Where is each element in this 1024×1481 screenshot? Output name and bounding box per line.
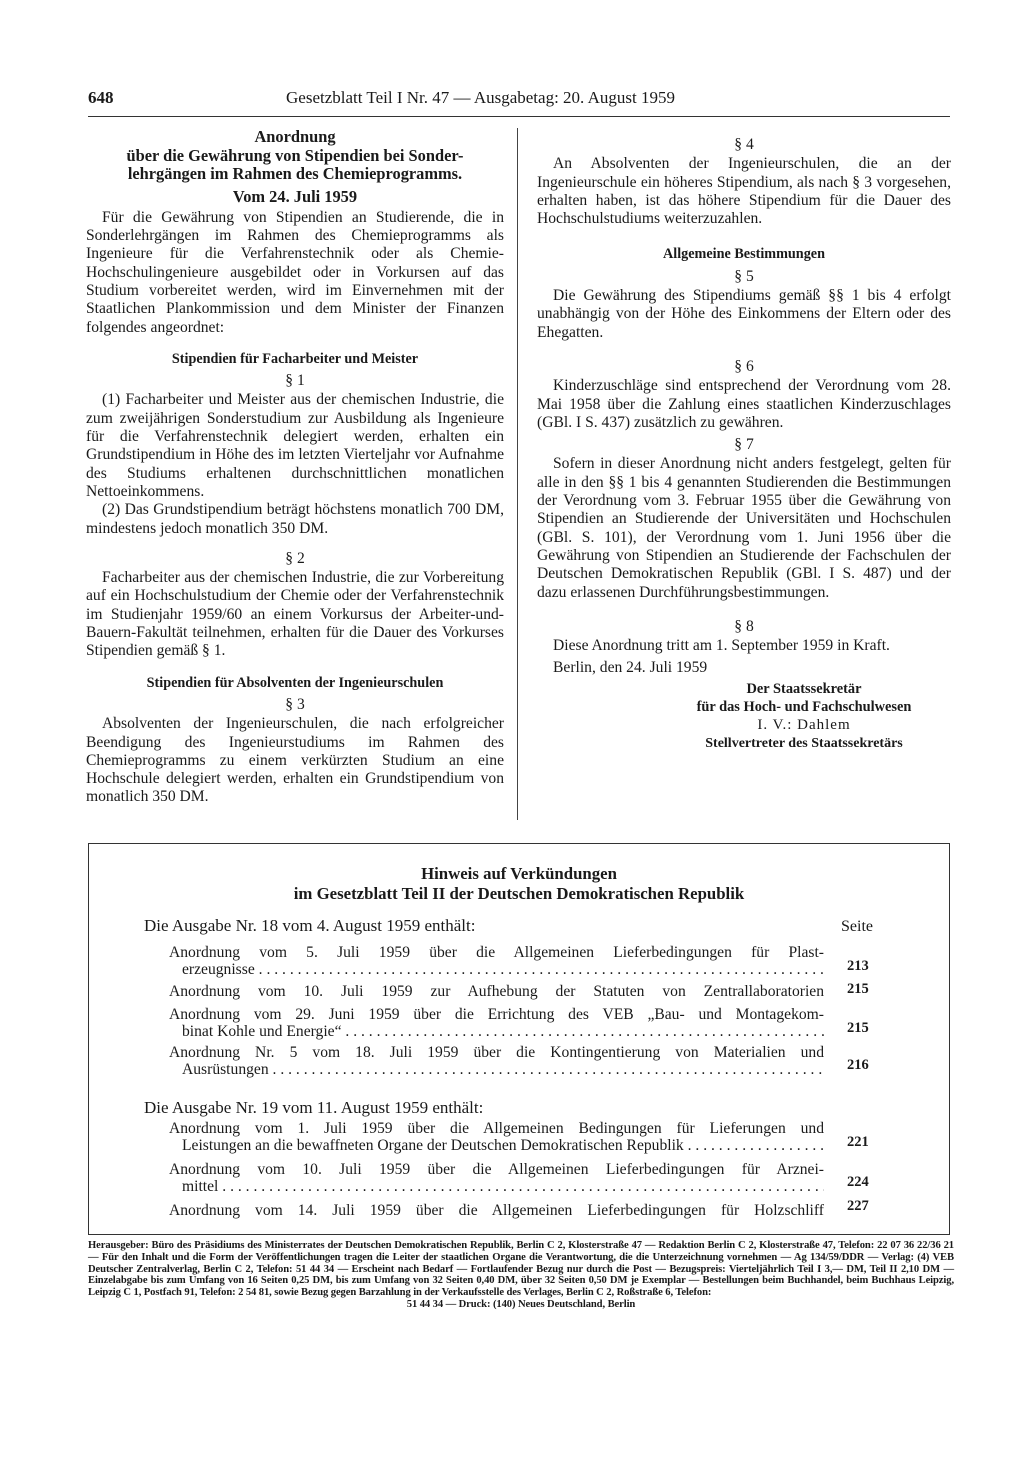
entry-line: mittel . . .	[169, 1178, 824, 1195]
paragraph-text: (2) Das Grundstipendium beträgt höchstens monatlich 700 DM, mindestens jedoch monatlich 350 DM.	[86, 501, 504, 537]
paragraph-text: An Absolventen der Ingenieurschulen, die an der Ingenieurschule ein höheres Stipendium, als nach § 3 vorgesehen, erhalten haben, ist das höhere Stipendium für die Dauer des Hochschulstudiums weiterzuzahlen.	[537, 155, 951, 228]
title-line: lehrgängen im Rahmen des Chemieprogramms.	[127, 164, 463, 183]
place-date: Berlin, den 24. Juli 1959	[553, 659, 708, 677]
entry-line: Anordnung vom 5. Juli 1959 über die Allgemeinen Lieferbedingungen für Plast-	[169, 944, 824, 961]
entry-line: Anordnung vom 29. Juni 1959 über die Errichtung des VEB „Bau- und Montagekom-	[169, 1006, 824, 1023]
notice-entry	[169, 1120, 824, 1154]
issue-heading: Die Ausgabe Nr. 19 vom 11. August 1959 enthält:	[144, 1098, 484, 1117]
entry-line: Anordnung vom 10. Juli 1959 zur Aufhebung der Statuten von Zentrallaboratorien	[169, 983, 824, 1000]
entry-line: Anordnung Nr. 5 vom 18. Juli 1959 über die Kontingentierung von Materialien und	[169, 1044, 824, 1061]
imprint	[88, 1240, 954, 1311]
entry-line: binat Kohle und Energie“ . . .	[169, 1023, 824, 1040]
notice-entry	[169, 944, 824, 978]
signer-office: für das Hoch- und Fachschulwesen	[696, 699, 912, 716]
entry-page: 224	[847, 1174, 869, 1190]
paragraph-sign: § 2	[285, 549, 305, 567]
notice-entry	[169, 1044, 824, 1078]
page-number: 648	[88, 88, 114, 107]
paragraph-sign: § 3	[285, 695, 305, 713]
notice-box	[88, 843, 950, 1235]
ordinance-date: Vom 24. Juli 1959	[232, 186, 358, 206]
ordinance-title	[86, 128, 504, 184]
paragraph-sign: § 1	[285, 372, 305, 390]
entry-page: 227	[847, 1198, 869, 1214]
signature-block	[537, 680, 951, 753]
entry-line: erzeugnisse . . .	[169, 961, 824, 978]
signer-title: Der Staatssekretär	[746, 680, 862, 697]
imprint-text: Herausgeber: Büro des Präsidiums des Ministerrates der Deutschen Demokratischen Republik, Berlin C 2, Klosterstraße 47 — Redaktion Berlin C 2, Klosterstraße 47, Telefon: 22 07 36 22/36 21 — Für den Inhalt und die Form der Veröffentlichungen tragen die Leiter der staatlichen Organe die Verantwortung, die die Unterzeichnung vornehmen — Ag 134/59/DDR — Verlag: (4) VEB Deutscher Zentralverlag, Berlin C 2, Telefon: 51 44 34 — Erscheint nach Bedarf — Fortlaufender Bezug nur durch die Post — Bezugspreis: Vierteljährlich Teil I 3,— DM, Teil II 2,10 DM — Einzelabgabe bis zum Umfang von 16 Seiten 0,25 DM, bis zum Umfang von 32 Seiten 0,40 DM, über 32 Seiten 0,50 DM je Exemplar — Bestellungen beim Buchhandel, beim Buchhaus Leipzig, Leipzig C 1, Postfach 91, Telefon: 2 54 81, sowie Bezug gegen Barzahlung in der Verkaufsstelle des Verlages, Berlin C 2, Roßstraße 6, Telefon:	[88, 1240, 954, 1299]
title-line: Anordnung	[254, 127, 336, 146]
paragraph-text: (1) Facharbeiter und Meister aus der chemischen Industrie, die zum zweijährigen Sonderstudium zur Ausbildung als Ingenieure für die Verfahrenstechnik delegiert werden, erhalten ein Grundstipendium in Höhe des im letzten Vierteljahr vor Aufnahme des Studiums erhaltenen durchschnittlichen monatlichen Nettoeinkommens.	[86, 391, 504, 500]
entry-page: 213	[847, 958, 869, 974]
entry-page: 215	[847, 1020, 869, 1036]
imprint-last-line: 51 44 34 — Druck: (140) Neues Deutschland, Berlin	[406, 1298, 636, 1310]
paragraph-text: Absolventen der Ingenieurschulen, die nach erfolgreicher Beendigung des Ingenieurstudiums im Rahmen des Chemieprogramms zu einem verkürzten Studium an eine Hochschule delegiert werden, erhalten ein Grundstipendium von monatlich 350 DM.	[86, 715, 504, 806]
paragraph-sign: § 6	[734, 357, 754, 375]
notice-title-line: im Gesetzblatt Teil II der Deutschen Demokratischen Republik	[293, 884, 745, 903]
issue-heading: Die Ausgabe Nr. 18 vom 4. August 1959 enthält:	[144, 916, 476, 935]
left-column	[86, 128, 504, 807]
title-line: über die Gewährung von Stipendien bei Sonder-	[126, 145, 464, 165]
page-header	[88, 88, 988, 114]
signer-role: Stellvertreter des Staatssekretärs	[705, 735, 903, 751]
entry-page: 216	[847, 1057, 869, 1073]
signer-name: I. V.: Dahlem	[757, 717, 851, 734]
paragraph-text: Facharbeiter aus der chemischen Industrie, die zur Vorbereitung auf ein Hochschulstudium der Chemie oder der Verfahrenstechnik im Studienjahr 1959/60 an einem Vorkursus der Arbeiter-und-Bauern-Fakultät teilnehmen, erhalten für die Dauer des Vorkurses Stipendien gemäß § 1.	[86, 569, 504, 660]
paragraph-sign: § 4	[734, 136, 754, 153]
entry-page: 215	[847, 981, 869, 997]
right-column	[537, 128, 951, 753]
section-heading: Allgemeine Bestimmungen	[663, 246, 825, 263]
column-divider	[517, 128, 518, 820]
notice-title	[89, 864, 949, 904]
section-heading: Stipendien für Facharbeiter und Meister	[171, 350, 419, 367]
paragraph-sign: § 8	[734, 617, 754, 635]
notice-entry	[169, 1006, 824, 1040]
entry-page: 221	[847, 1134, 869, 1150]
header-rule	[88, 116, 950, 117]
notice-entry	[169, 1161, 824, 1195]
notice-title-line: Hinweis auf Verkündungen	[421, 864, 617, 883]
paragraph-sign: § 5	[734, 267, 754, 285]
entry-line: Anordnung vom 10. Juli 1959 über die Allgemeinen Lieferbedingungen für Arznei-	[169, 1161, 824, 1178]
entry-line: Anordnung vom 14. Juli 1959 über die Allgemeinen Lieferbedingungen für Holzschliff	[169, 1202, 824, 1219]
paragraph-text: Sofern in dieser Anordnung nicht anders festgelegt, gelten für alle in den §§ 1 bis 4 genannten Studierenden die Bestimmungen der Verordnung vom 3. Februar 1955 über die Gewährung von Stipendien an Studierende der Universitäten und Hochschulen (GBl. S. 101), der Verordnung vom 1. Juni 1956 über die Gewährung von Stipendien an Studierende der Fachschulen der Deutschen Demokratischen Republik (GBl. I S. 487) und der dazu erlassenen Durchführungsbestimmungen.	[537, 455, 951, 601]
intro-paragraph: Für die Gewährung von Stipendien an Studierende, die in Sonderlehrgängen im Rahmen des Chemieprogramms als Ingenieure für die Verfahrenstechnik oder als Chemie-Hochschulingenieure ausgebildet oder in Vorkursen auf das Studium vorbereitet werden, wird im Einvernehmen mit der Staatlichen Plankommission und dem Minister der Finanzen folgendes angeordnet:	[86, 208, 504, 336]
paragraph-text: Kinderzuschläge sind entsprechend der Verordnung vom 28. Mai 1958 über die Zahlung eines staatlichen Kinderzuschlages (GBl. I S. 437) zusätzlich zu gewähren.	[537, 377, 951, 431]
header-title: Gesetzblatt Teil I Nr. 47 — Ausgabetag: 20. August 1959	[286, 88, 675, 107]
notice-entry	[169, 1202, 824, 1219]
paragraph-sign: § 7	[734, 436, 754, 454]
page-column-label: Seite	[841, 918, 873, 935]
entry-line: Ausrüstungen . . .	[169, 1061, 824, 1078]
entry-line: Leistungen an die bewaffneten Organe der Deutschen Demokratischen Republik . . .	[169, 1137, 824, 1154]
entry-line: Anordnung vom 1. Juli 1959 über die Allgemeinen Bedingungen für Lieferungen und	[169, 1120, 824, 1137]
notice-entry	[169, 983, 824, 1000]
section-heading: Stipendien für Absolventen der Ingenieurschulen	[146, 674, 444, 691]
paragraph-text: Diese Anordnung tritt am 1. September 1959 in Kraft.	[553, 637, 890, 655]
paragraph-text: Die Gewährung des Stipendiums gemäß §§ 1 bis 4 erfolgt unabhängig von der Höhe des Einkommens der Eltern oder des Ehegatten.	[537, 287, 951, 341]
